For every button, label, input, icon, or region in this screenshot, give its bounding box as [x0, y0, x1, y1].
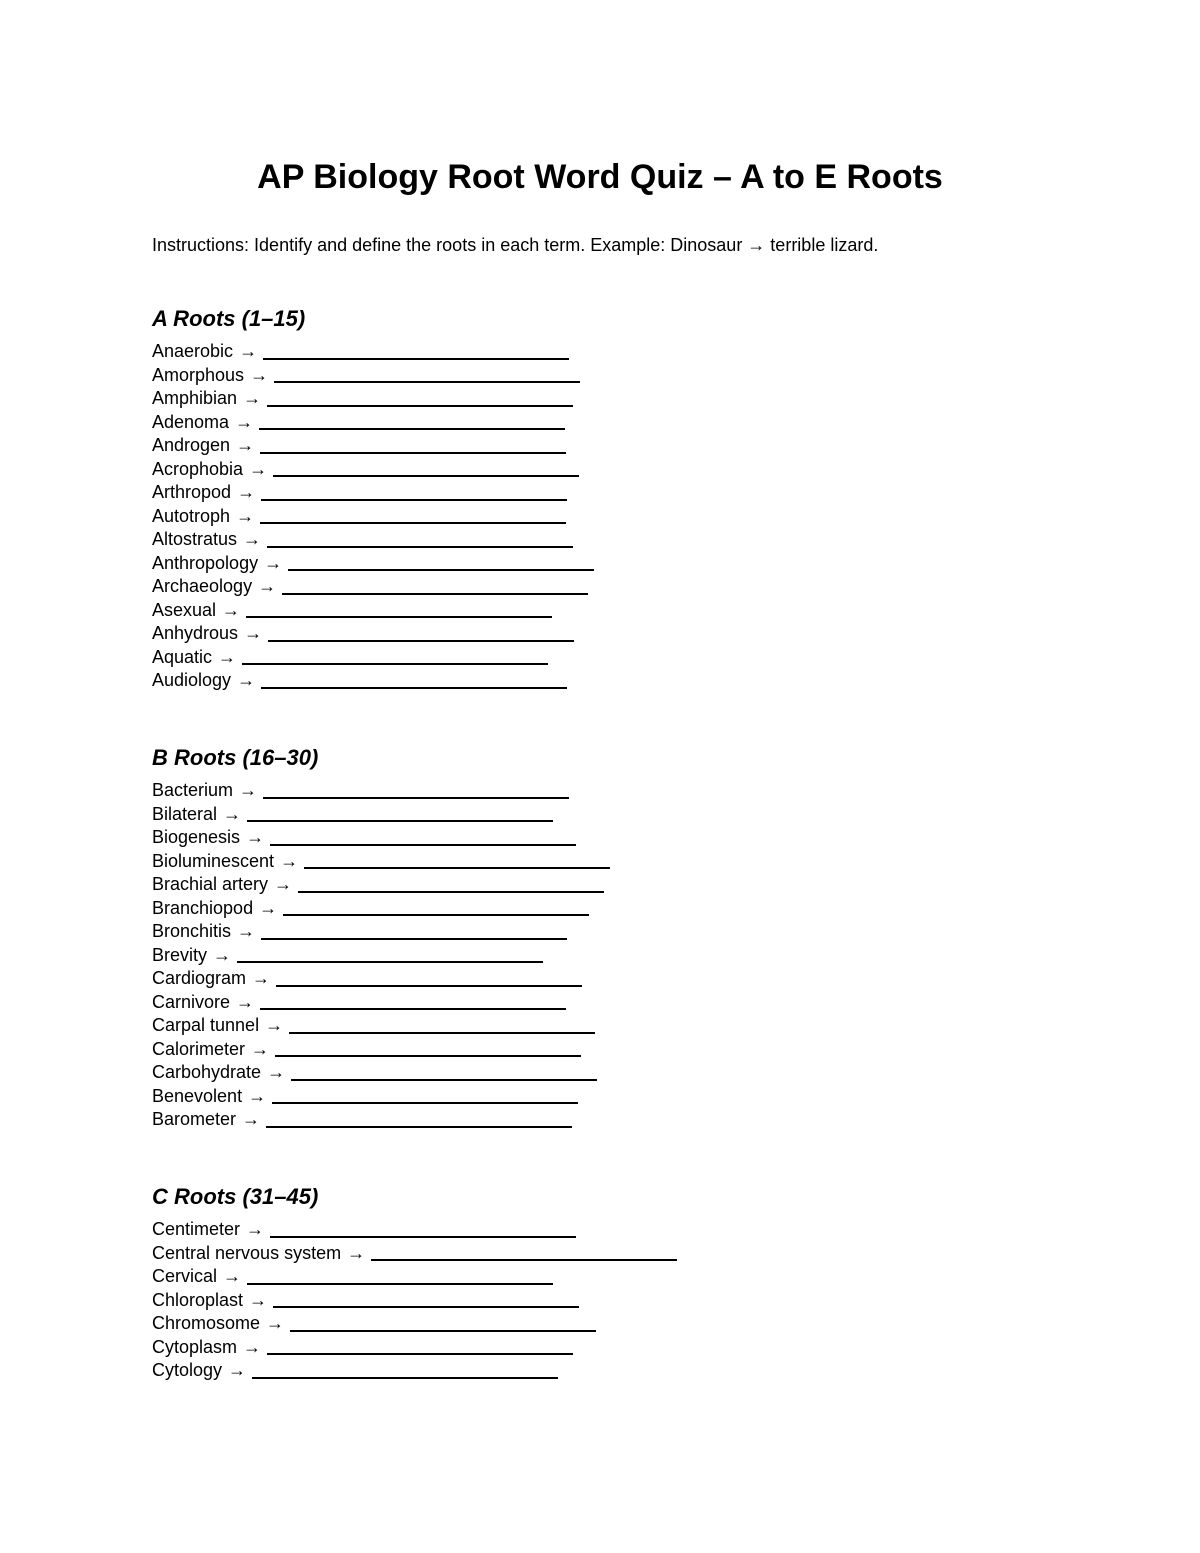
term-label: Amphibian	[152, 388, 238, 408]
term-label: Bacterium	[152, 780, 234, 800]
term-label: Aquatic	[152, 646, 213, 667]
term-row	[152, 1336, 1052, 1360]
term-row	[152, 528, 1052, 552]
term-label: Acrophobia	[152, 458, 244, 479]
arrow-icon: →	[252, 968, 271, 988]
term-label: Brachial artery	[152, 874, 269, 894]
term-list	[152, 1218, 1052, 1383]
arrow-icon: →	[274, 874, 293, 894]
term-label: Chloroplast	[152, 1289, 244, 1310]
arrow-icon: →	[243, 388, 262, 408]
page-title: AP Biology Root Word Quiz – A to E Roots	[257, 158, 943, 196]
term-label: Cytology	[152, 1360, 223, 1380]
term-label: Cytoplasm	[152, 1336, 238, 1357]
arrow-icon: →	[246, 827, 265, 847]
term-row	[152, 505, 1052, 529]
term-label: Chromosome	[152, 1313, 261, 1333]
answer-blank-line[interactable]	[291, 1079, 597, 1081]
term-label: Carbohydrate	[152, 1062, 262, 1082]
term-label: Bioluminescent	[152, 850, 275, 871]
term-label: Barometer	[152, 1109, 237, 1129]
term-row	[152, 552, 1052, 576]
section-c-roots	[152, 1182, 1052, 1383]
term-label: Anaerobic	[152, 341, 234, 361]
term-label: Altostratus	[152, 529, 238, 549]
answer-blank-line[interactable]	[272, 1102, 578, 1104]
arrow-icon: →	[228, 1360, 247, 1380]
term-label: Arthropod	[152, 482, 232, 502]
answer-blank-line[interactable]	[246, 616, 552, 618]
arrow-icon: →	[265, 1015, 284, 1035]
arrow-icon: →	[223, 803, 242, 824]
term-row	[152, 1265, 1052, 1289]
term-label: Central nervous system	[152, 1242, 342, 1263]
answer-blank-line[interactable]	[261, 687, 567, 689]
answer-blank-line[interactable]	[247, 1283, 553, 1285]
answer-blank-line[interactable]	[298, 891, 604, 893]
term-row	[152, 458, 1052, 482]
arrow-icon: →	[236, 991, 255, 1012]
arrow-icon: →	[249, 458, 268, 479]
term-row	[152, 920, 1052, 944]
term-row	[152, 669, 1052, 693]
arrow-icon: →	[347, 1242, 366, 1263]
arrow-icon: →	[259, 897, 278, 918]
term-label: Anthropology	[152, 552, 259, 573]
term-row	[152, 411, 1052, 435]
answer-blank-line[interactable]	[270, 844, 576, 846]
arrow-icon: →	[223, 1266, 242, 1286]
arrow-icon: →	[251, 1038, 270, 1059]
term-list	[152, 340, 1052, 693]
answer-blank-line[interactable]	[260, 1008, 566, 1010]
term-row	[152, 1061, 1052, 1085]
term-label: Archaeology	[152, 576, 253, 596]
term-label: Asexual	[152, 599, 217, 620]
arrow-icon: →	[267, 1062, 286, 1082]
answer-blank-line[interactable]	[261, 499, 567, 501]
answer-blank-line[interactable]	[259, 428, 565, 430]
answer-blank-line[interactable]	[270, 1236, 576, 1238]
section-b-roots	[152, 743, 1052, 1132]
arrow-icon: →	[236, 435, 255, 455]
arrow-icon: →	[244, 623, 263, 643]
answer-blank-line[interactable]	[289, 1032, 595, 1034]
arrow-icon: →	[242, 1109, 261, 1129]
arrow-icon: →	[280, 850, 299, 871]
term-row	[152, 481, 1052, 505]
term-row	[152, 1312, 1052, 1336]
term-row	[152, 826, 1052, 850]
term-row	[152, 1108, 1052, 1132]
answer-blank-line[interactable]	[260, 522, 566, 524]
answer-blank-line[interactable]	[247, 820, 553, 822]
arrow-icon: →	[239, 780, 258, 800]
term-label: Carpal tunnel	[152, 1015, 260, 1035]
term-label: Benevolent	[152, 1085, 243, 1106]
answer-blank-line[interactable]	[263, 358, 569, 360]
term-label: Calorimeter	[152, 1038, 246, 1059]
term-label: Autotroph	[152, 505, 231, 526]
answer-blank-line[interactable]	[267, 1353, 573, 1355]
term-row	[152, 850, 1052, 874]
term-label: Audiology	[152, 670, 232, 690]
arrow-icon: →	[235, 411, 254, 432]
arrow-icon: →	[249, 1289, 268, 1310]
arrow-icon: →	[264, 552, 283, 573]
term-row	[152, 897, 1052, 921]
arrow-icon: →	[250, 364, 269, 385]
arrow-icon: →	[246, 1219, 265, 1239]
term-row	[152, 967, 1052, 991]
term-row	[152, 1359, 1052, 1383]
answer-blank-line[interactable]	[276, 985, 582, 987]
answer-blank-line[interactable]	[261, 938, 567, 940]
term-row	[152, 803, 1052, 827]
section-heading: C Roots (31–45)	[152, 1184, 319, 1209]
term-row	[152, 599, 1052, 623]
arrow-icon: →	[218, 646, 237, 667]
term-label: Carnivore	[152, 991, 231, 1012]
term-label: Brevity	[152, 944, 208, 965]
term-row	[152, 622, 1052, 646]
term-row	[152, 434, 1052, 458]
term-label: Cervical	[152, 1266, 218, 1286]
answer-blank-line[interactable]	[288, 569, 594, 571]
answer-blank-line[interactable]	[290, 1330, 596, 1332]
answer-blank-line[interactable]	[273, 475, 579, 477]
term-label: Centimeter	[152, 1219, 241, 1239]
answer-blank-line[interactable]	[252, 1377, 558, 1379]
term-row	[152, 364, 1052, 388]
term-label: Branchiopod	[152, 897, 254, 918]
arrow-icon: →	[236, 505, 255, 526]
answer-blank-line[interactable]	[260, 452, 566, 454]
term-row	[152, 340, 1052, 364]
arrow-icon: →	[222, 599, 241, 620]
answer-blank-line[interactable]	[371, 1259, 677, 1261]
arrow-icon: →	[237, 670, 256, 690]
answer-blank-line[interactable]	[274, 381, 580, 383]
term-label: Anhydrous	[152, 623, 239, 643]
answer-blank-line[interactable]	[267, 546, 573, 548]
arrow-icon: →	[266, 1313, 285, 1333]
term-row	[152, 1218, 1052, 1242]
arrow-icon: →	[243, 1336, 262, 1357]
answer-blank-line[interactable]	[242, 663, 548, 665]
arrow-icon: →	[258, 576, 277, 596]
arrow-icon: →	[237, 482, 256, 502]
answer-blank-line[interactable]	[273, 1306, 579, 1308]
term-row	[152, 873, 1052, 897]
term-label: Androgen	[152, 435, 231, 455]
section-a-roots	[152, 304, 1052, 693]
answer-blank-line[interactable]	[283, 914, 589, 916]
term-row	[152, 779, 1052, 803]
answer-blank-line[interactable]	[268, 640, 574, 642]
term-row	[152, 944, 1052, 968]
arrow-icon: →	[239, 341, 258, 361]
arrow-icon: →	[237, 921, 256, 941]
term-row	[152, 991, 1052, 1015]
arrow-icon: →	[248, 1085, 267, 1106]
answer-blank-line[interactable]	[266, 1126, 572, 1128]
answer-blank-line[interactable]	[263, 797, 569, 799]
term-label: Amorphous	[152, 364, 245, 385]
term-row	[152, 1242, 1052, 1266]
answer-blank-line[interactable]	[275, 1055, 581, 1057]
term-row	[152, 646, 1052, 670]
term-label: Bilateral	[152, 803, 218, 824]
term-row	[152, 1085, 1052, 1109]
arrow-icon: →	[213, 944, 232, 965]
term-row	[152, 1038, 1052, 1062]
answer-blank-line[interactable]	[304, 867, 610, 869]
term-row	[152, 575, 1052, 599]
answer-blank-line[interactable]	[267, 405, 573, 407]
term-row	[152, 387, 1052, 411]
term-list	[152, 779, 1052, 1132]
term-label: Adenoma	[152, 411, 230, 432]
term-label: Cardiogram	[152, 968, 247, 988]
arrow-icon: →	[243, 529, 262, 549]
section-heading: A Roots (1–15)	[152, 306, 306, 331]
section-heading: B Roots (16–30)	[152, 745, 319, 770]
term-row	[152, 1014, 1052, 1038]
instructions-text: Instructions: Identify and define the roots in each term. Example: Dinosaur → terrible lizard.	[152, 235, 879, 255]
term-row	[152, 1289, 1052, 1313]
term-label: Biogenesis	[152, 827, 241, 847]
answer-blank-line[interactable]	[237, 961, 543, 963]
answer-blank-line[interactable]	[282, 593, 588, 595]
term-label: Bronchitis	[152, 921, 232, 941]
